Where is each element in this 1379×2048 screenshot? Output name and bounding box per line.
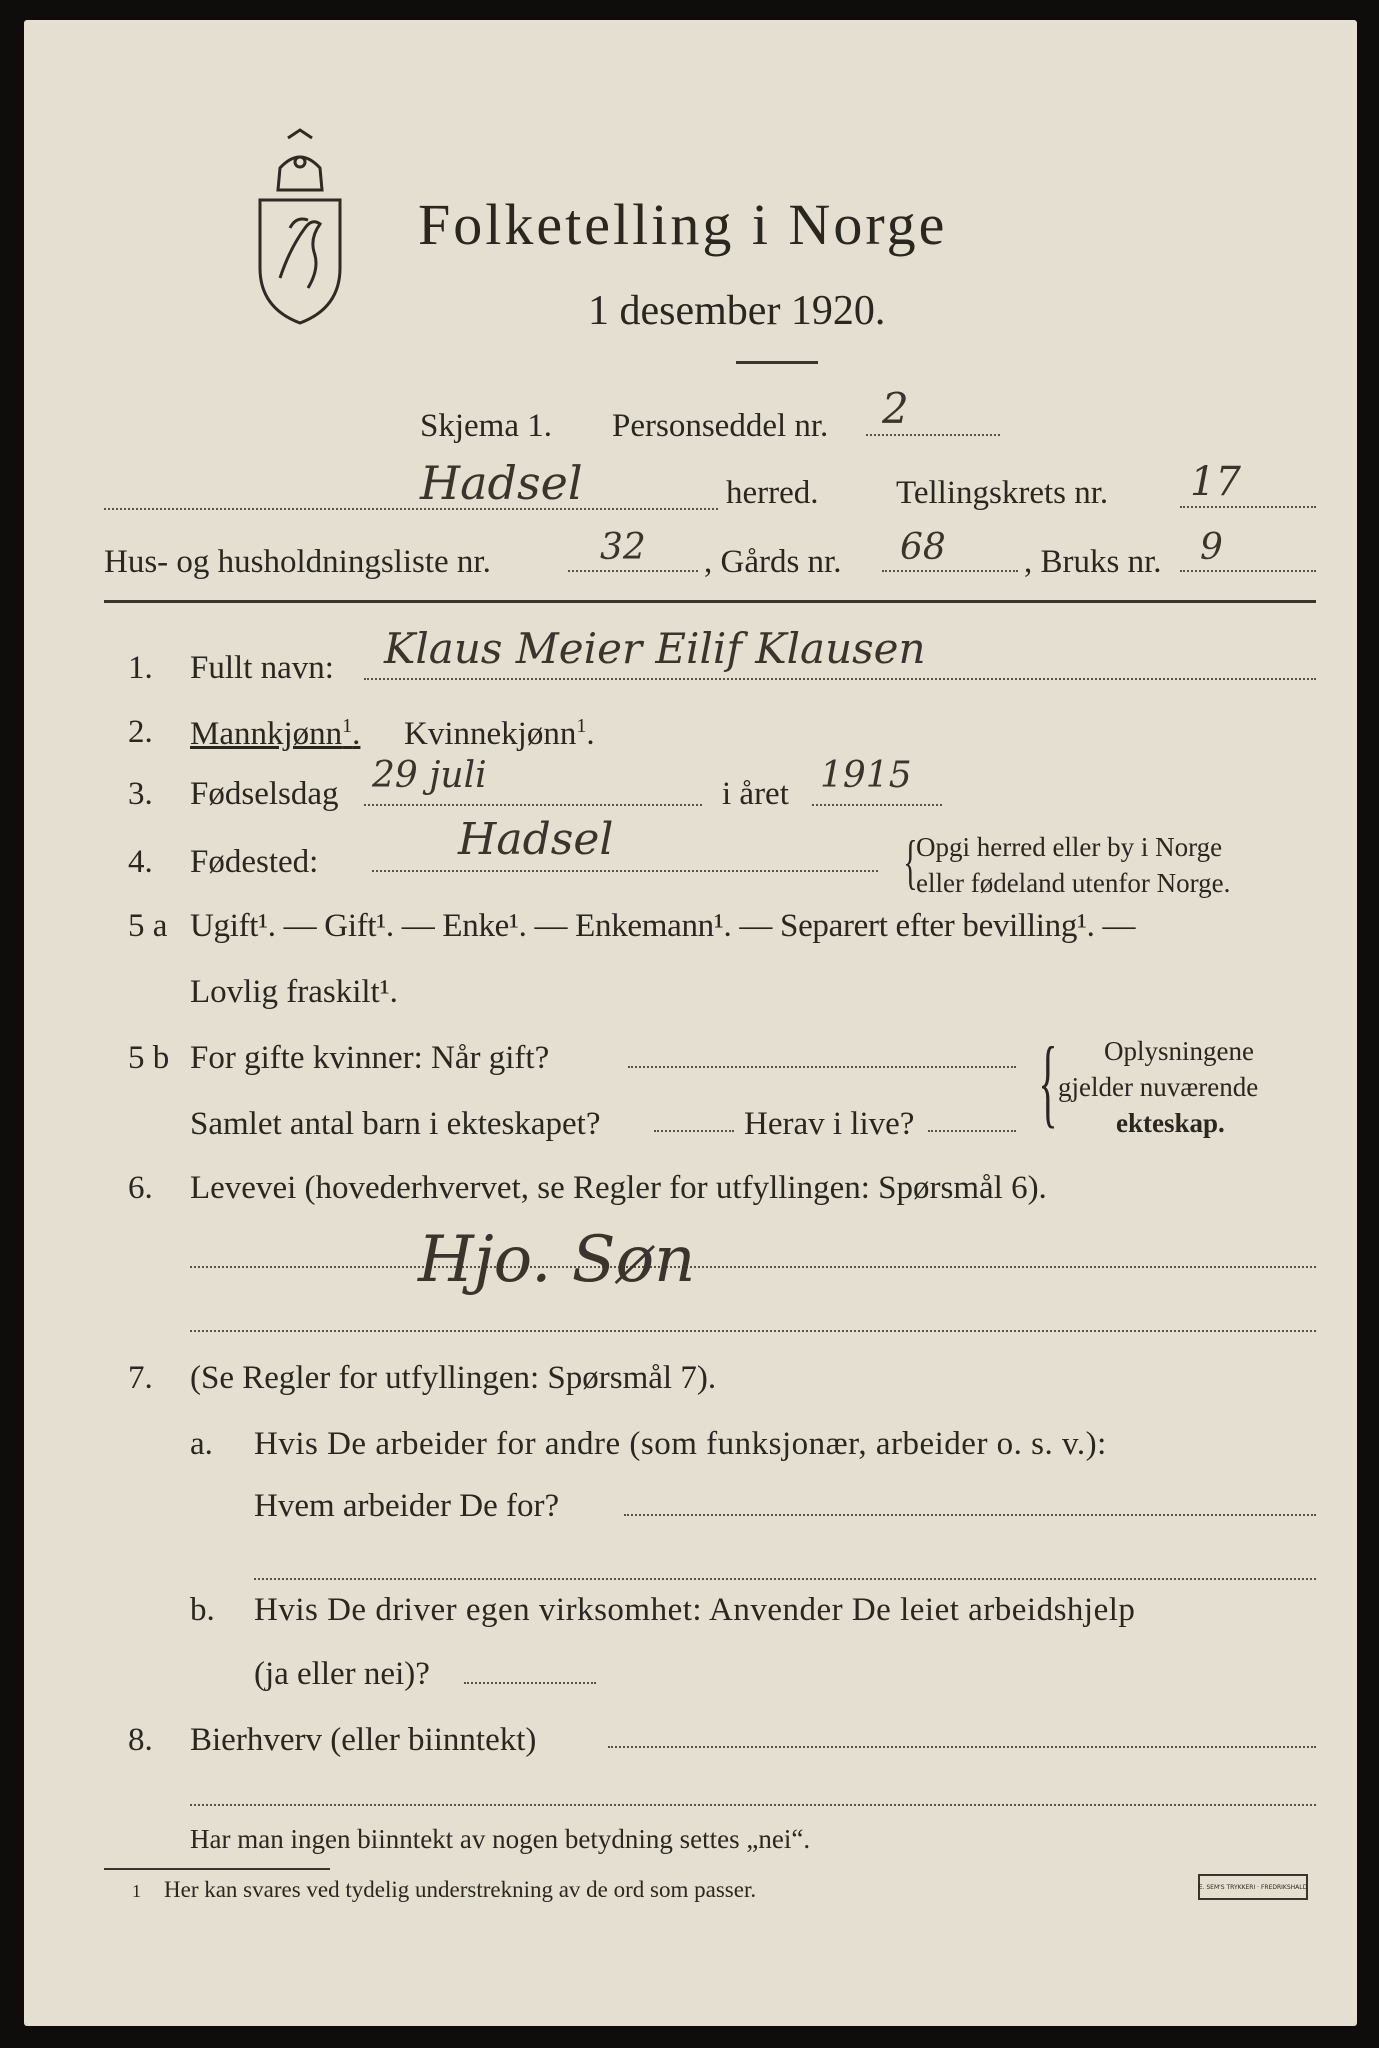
form-date: 1 desember 1920. [588,288,886,334]
q1-label: Fullt navn: [190,650,334,686]
q5b-note-1: Oplysningene [1104,1036,1254,1066]
q8-number: 8. [128,1722,153,1758]
q4-number: 4. [128,844,153,880]
herred-value: Hadsel [420,456,583,510]
personseddel-value: 2 [882,384,909,433]
q6-label: Levevei (hovederhvervet, se Regler for utfyllingen: Spørsmål 6). [190,1170,1047,1206]
q4-label: Fødested: [190,844,319,880]
personseddel-line [866,434,1000,436]
printer-stamp-text: E. SEM'S TRYKKERI · FREDRIKSHALD [1198,1883,1308,1891]
personseddel-label: Personseddel nr. [612,408,829,444]
footnote-number: 1 [132,1881,141,1901]
norway-coat-of-arms-icon [250,128,350,328]
gards-line [882,570,1018,572]
q4-note-2: eller fødeland utenfor Norge. [916,868,1231,898]
q7b-text: Hvis De driver egen virksomhet: Anvender De leiet arbeidshjelp [254,1592,1136,1628]
gards-value: 68 [900,527,946,568]
q2-female-text: Kvinnekjønn [404,716,577,752]
q2-female-dot: . [586,716,595,752]
q8-line-2 [190,1804,1316,1806]
form-title: Folketelling i Norge [418,192,948,257]
q5b-note-2: gjelder nuværende [1058,1072,1259,1102]
footnote-text: Her kan svares ved tydelig understrekning av de ord som passer. [164,1877,757,1902]
q7b-question: (ja eller nei)? [254,1656,430,1692]
q5b-brace: { [1038,1026,1058,1137]
q5b-note-3: ekteskap. [1116,1108,1225,1138]
q4-note-1: Opgi herred eller by i Norge [916,832,1223,862]
q2-male [190,716,360,751]
header-divider [104,600,1316,603]
q7a-letter: a. [190,1426,213,1462]
q4-value: Hadsel [458,814,614,865]
tellingskrets-line [1180,506,1316,508]
q2-male-sup: 1 [342,715,353,737]
q2-female [404,716,595,751]
q5b-alive-line [928,1130,1016,1132]
bruks-value: 9 [1200,527,1223,568]
q1-value: Klaus Meier Eilif Klausen [384,624,926,673]
q2-female-sup: 1 [576,715,587,737]
q7a-text: Hvis De arbeider for andre (som funksjonær, arbeider o. s. v.): [254,1426,1107,1462]
q1-number: 1. [128,650,153,686]
q5a-options-2: Lovlig fraskilt¹. [190,974,398,1010]
q1-line [364,678,1316,680]
q6-number: 6. [128,1170,153,1206]
q7b-letter: b. [190,1592,215,1628]
q3-number: 3. [128,776,153,812]
schema-label: Skjema 1. [420,408,552,444]
q3-year-label: i året [722,776,789,812]
q5b-line1: For gifte kvinner: Når gift? [190,1040,550,1076]
footnote-rule [104,1868,330,1870]
printer-stamp [1198,1874,1308,1900]
q5b-children-line [654,1130,734,1132]
q2-male-text: Mannkjønn [190,716,343,752]
bruks-line [1180,570,1316,572]
q7a-line-1 [624,1514,1316,1516]
q8-line-1 [608,1746,1316,1748]
husliste-label: Hus- og husholdningsliste nr. [104,544,491,580]
q5b-alive-label: Herav i live? [744,1106,915,1142]
q7a-line-2 [254,1578,1316,1580]
q6-line-1 [190,1266,1316,1268]
q8-label: Bierhverv (eller biinntekt) [190,1722,537,1758]
q7-number: 7. [128,1360,153,1396]
q7-label: (Se Regler for utfyllingen: Spørsmål 7). [190,1360,717,1396]
q3-day-value: 29 juli [372,755,487,796]
q6-line-2 [190,1330,1316,1332]
husliste-line [568,570,698,572]
q2-male-dot: . [352,716,361,752]
q3-year-line [812,804,942,806]
q5a-options: Ugift¹. — Gift¹. — Enke¹. — Enkemann¹. — Separert efter bevilling¹. — [190,908,1136,944]
q5b-number: 5 b [128,1040,170,1076]
tellingskrets-label: Tellingskrets nr. [896,475,1109,511]
herred-line [104,508,718,510]
q3-day-line [364,804,702,806]
herred-label: herred. [726,475,819,511]
q5b-married-line [628,1066,1016,1068]
footer-note: Har man ingen biinntekt av nogen betydning settes „nei“. [190,1824,811,1854]
q7a-question: Hvem arbeider De for? [254,1488,560,1524]
q6-value: Hjo. Søn [418,1223,696,1297]
husliste-value: 32 [600,527,646,568]
q4-brace: { [903,829,918,895]
q5b-children-label: Samlet antal barn i ekteskapet? [190,1106,601,1142]
q4-line [372,870,878,872]
bruks-label: , Bruks nr. [1024,544,1162,580]
q3-year-value: 1915 [820,755,912,796]
title-rule [736,361,818,364]
q7b-line [464,1682,596,1684]
tellingskrets-value: 17 [1190,459,1241,505]
q3-label: Fødselsdag [190,776,339,812]
gards-label: , Gårds nr. [704,544,842,580]
q5a-number: 5 a [128,908,168,944]
q2-number: 2. [128,714,153,750]
